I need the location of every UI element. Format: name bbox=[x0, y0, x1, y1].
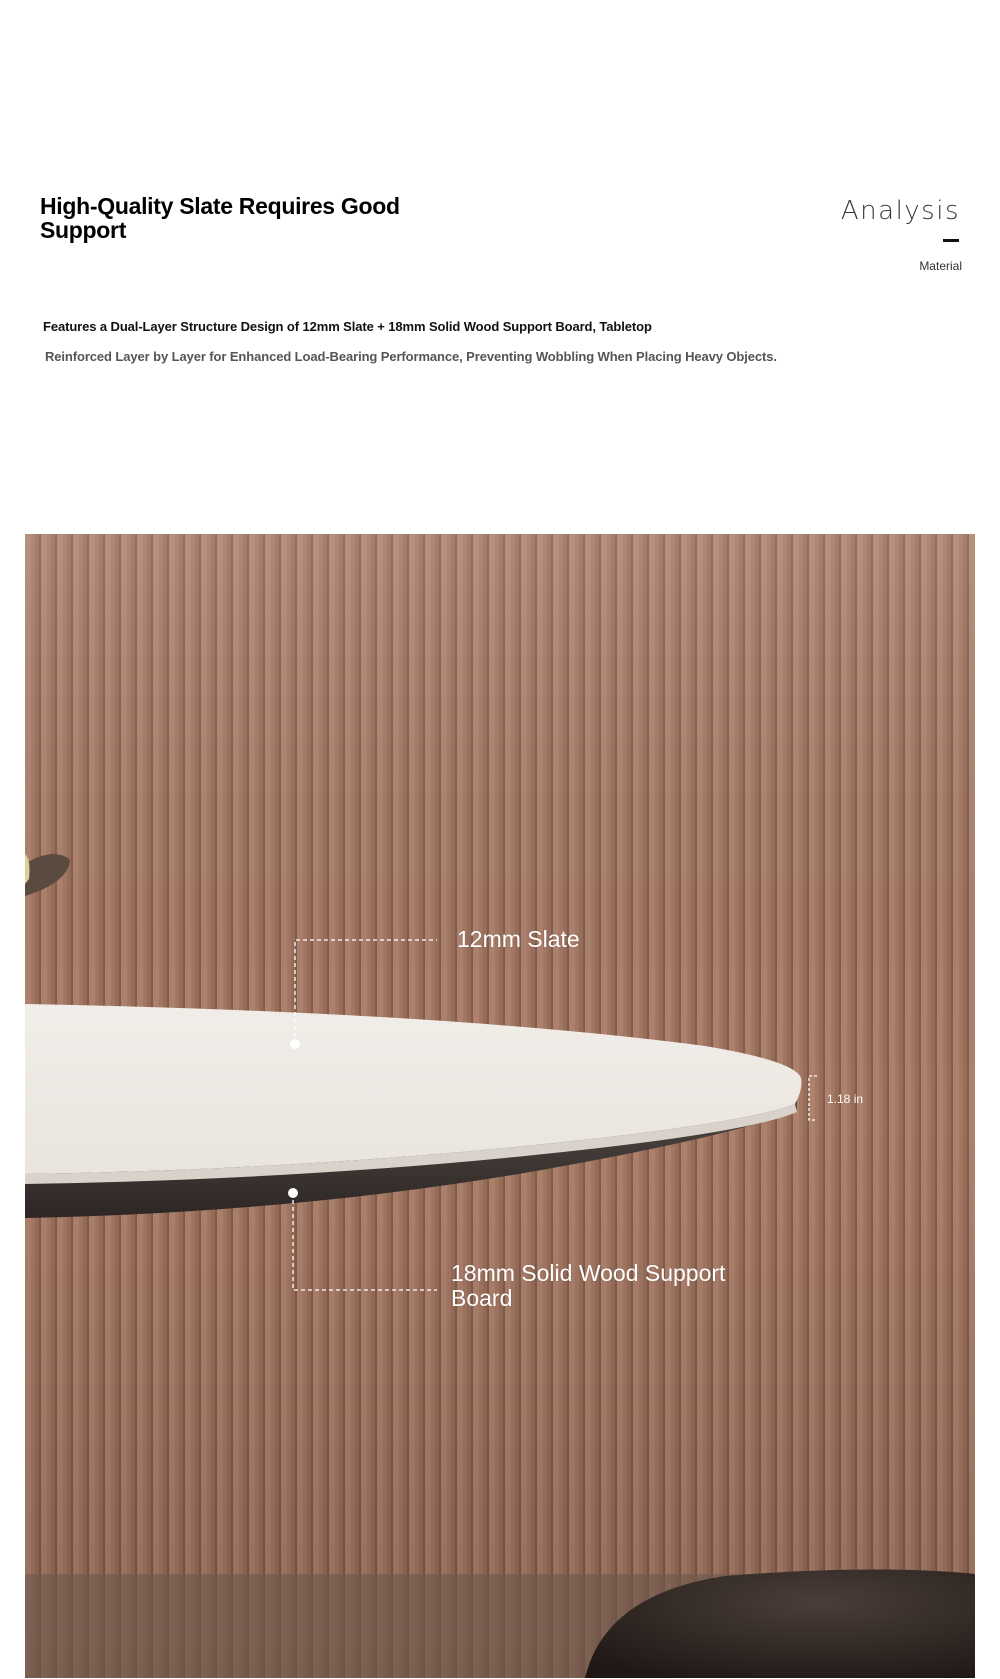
thickness-label: 1.18 in bbox=[827, 1092, 864, 1106]
slate-callout-label: 12mm Slate bbox=[457, 926, 580, 952]
description-line-2: Reinforced Layer by Layer for Enhanced Load-Bearing Performance, Preventing Wobbling When Placing Heavy Objects. bbox=[45, 349, 777, 364]
description-line-1: Features a Dual-Layer Structure Design of 12mm Slate + 18mm Solid Wood Support Board, Tabletop bbox=[43, 319, 652, 334]
product-photo bbox=[25, 534, 975, 1678]
section-divider bbox=[943, 239, 959, 242]
wood-board-callout-label: 18mm Solid Wood Support Board bbox=[451, 1260, 726, 1311]
section-sublabel: Material bbox=[919, 259, 962, 273]
section-label: Analysis bbox=[840, 196, 960, 226]
page-title: High-Quality Slate Requires Good Support bbox=[40, 193, 400, 243]
product-photo-illustration bbox=[25, 534, 975, 1678]
